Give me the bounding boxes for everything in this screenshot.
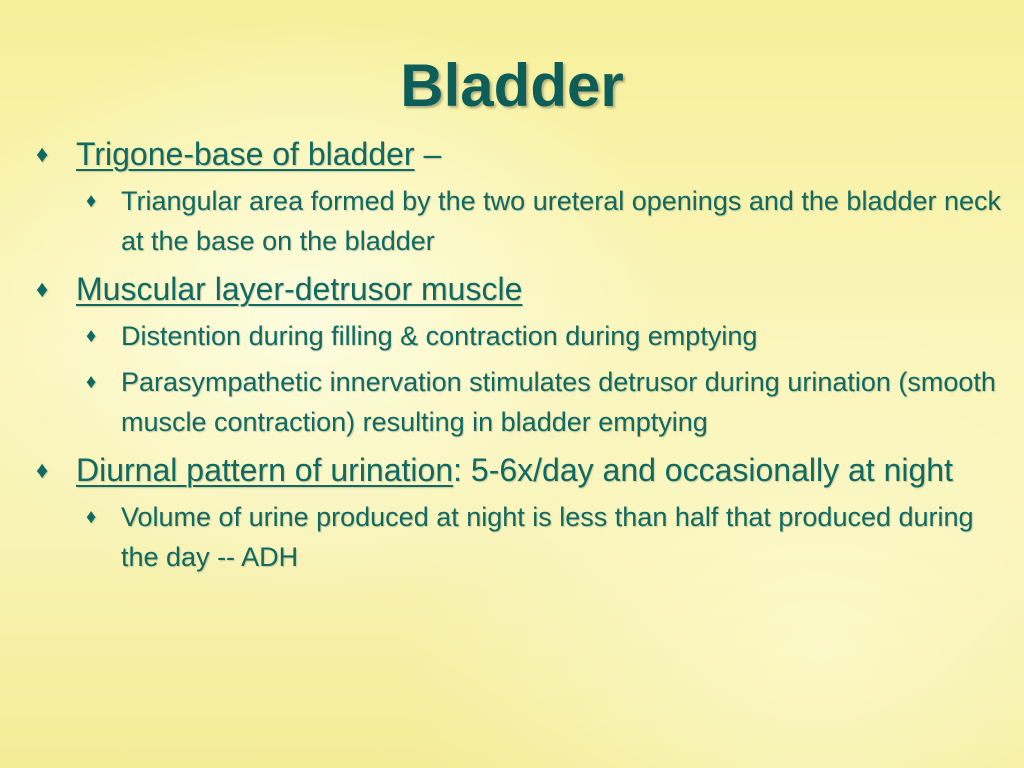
bullet-item-diurnal-pattern xyxy=(32,450,1002,491)
sub-bullet-text: Triangular area formed by the two ureteral openings and the bladder neck at the base on the bladder xyxy=(121,186,1002,256)
bullet-list xyxy=(32,134,1002,577)
diamond-bullet-icon: ♦ xyxy=(36,276,49,303)
sub-bullet-text: Volume of urine produced at night is less than half that produced during the day -- ADH xyxy=(121,502,974,572)
diamond-bullet-icon: ♦ xyxy=(36,141,49,168)
bullet-suffix: – xyxy=(414,136,442,172)
sub-bullet-item xyxy=(76,362,1002,442)
slide-title: Bladder xyxy=(400,52,624,119)
diamond-bullet-icon: ♦ xyxy=(86,506,97,528)
sub-bullet-item xyxy=(76,316,1002,356)
bullet-heading: Diurnal pattern of urination xyxy=(76,452,454,488)
bullet-heading: Trigone-base of bladder xyxy=(76,136,415,172)
sub-bullet-item xyxy=(76,497,1002,577)
sub-bullet-item xyxy=(76,181,1002,261)
bullet-item-muscular-layer xyxy=(32,269,1002,310)
diamond-bullet-icon: ♦ xyxy=(36,457,49,484)
sub-bullet-text: Distention during filling & contraction during emptying xyxy=(121,321,758,351)
bullet-suffix: : 5-6x/day and occasionally at night xyxy=(453,452,953,488)
diamond-bullet-icon: ♦ xyxy=(86,190,97,212)
bullet-item-trigone xyxy=(32,134,1002,175)
sub-bullet-text: Parasympathetic innervation stimulates detrusor during urination (smooth muscle contraction) resulting in bladder emptying xyxy=(121,367,996,437)
bullet-heading: Muscular layer-detrusor muscle xyxy=(76,271,523,307)
diamond-bullet-icon: ♦ xyxy=(86,325,97,347)
diamond-bullet-icon: ♦ xyxy=(86,371,97,393)
